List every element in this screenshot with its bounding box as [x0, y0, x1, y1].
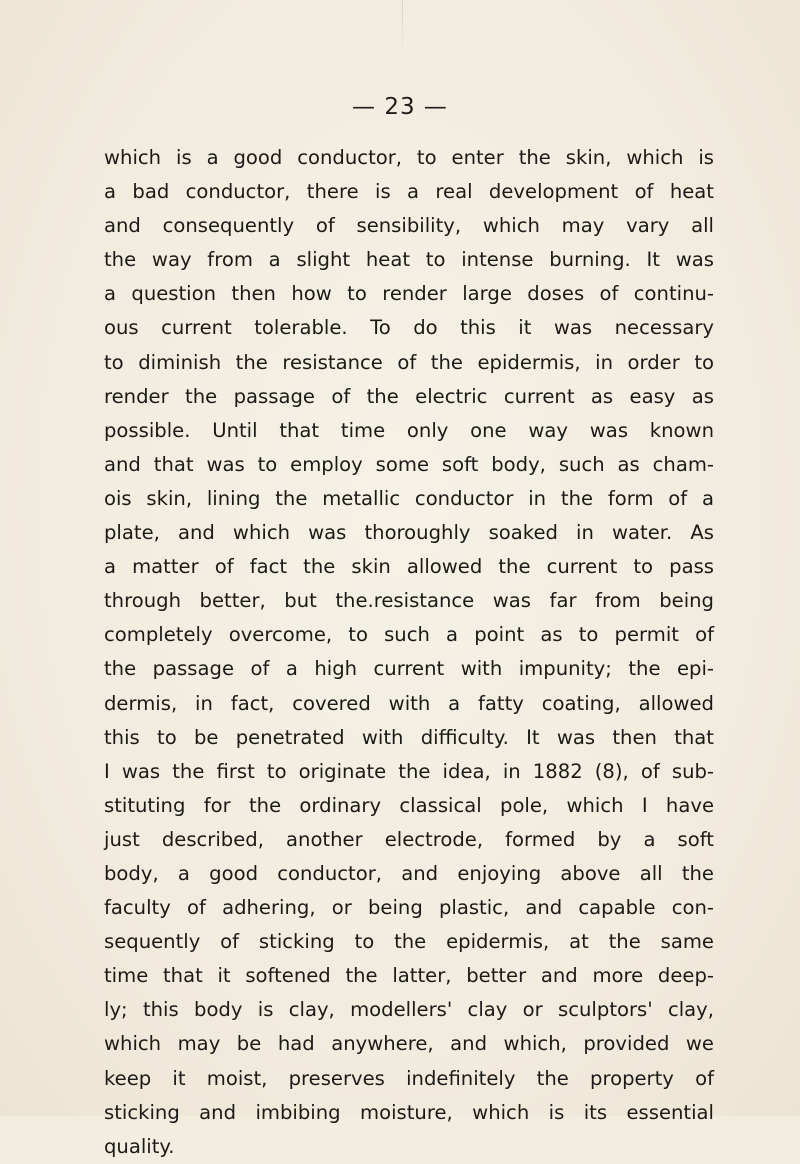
text-line: time that it softened the latter, better and more deep- [104, 964, 714, 988]
text-line: dermis, in fact, covered with a fatty coating, allowed [104, 691, 714, 715]
text-line: ous current tolerable. To do this it was necessary [104, 316, 714, 340]
text-line: which is a good conductor, to enter the skin, which is [104, 146, 714, 169]
text-line: to diminish the resistance of the epidermis, in order to [104, 350, 714, 374]
text-line: ois skin, lining the metallic conductor in the form of a [104, 486, 714, 510]
page-edge-shadow [402, 0, 403, 60]
body-text [104, 141, 714, 1164]
text-line: the passage of a high current with impunity; the epi- [104, 657, 714, 681]
text-line: this to be penetrated with difficulty. It was then that [104, 725, 714, 749]
text-line: a question then how to render large doses of continu- [104, 282, 714, 306]
text-line: a bad conductor, there is a real development of heat [104, 180, 714, 204]
text-line: a matter of fact the skin allowed the current to pass [104, 555, 714, 579]
text-line: quality. [104, 1134, 175, 1158]
text-line: possible. Until that time only one way was known [104, 418, 714, 442]
text-line: faculty of adhering, or being plastic, and capable con- [104, 896, 714, 920]
text-line: I was the first to originate the idea, in 1882 (8), of sub- [104, 759, 714, 783]
text-line: just described, another electrode, formed by a soft [104, 827, 714, 851]
text-line: which may be had anywhere, and which, provided we [104, 1032, 714, 1056]
text-line: plate, and which was thoroughly soaked in water. As [104, 521, 714, 545]
text-line: sticking and imbibing moisture, which is its essential [104, 1100, 714, 1124]
text-line: ly; this body is clay, modellers' clay or sculptors' clay, [104, 998, 714, 1022]
text-line: the way from a slight heat to intense burning. It was [104, 248, 714, 272]
text-line: body, a good conductor, and enjoying above all the [104, 861, 714, 885]
text-line: and that was to employ some soft body, such as cham- [104, 452, 714, 476]
text-line: sequently of sticking to the epidermis, at the same [104, 930, 714, 954]
text-line: render the passage of the electric current as easy as [104, 384, 714, 408]
text-line: stituting for the ordinary classical pole, which I have [104, 793, 714, 817]
text-line: completely overcome, to such a point as to permit of [104, 623, 714, 647]
text-line: and consequently of sensibility, which may vary all [104, 214, 714, 238]
text-line: through better, but the.resistance was far from being [104, 589, 714, 613]
text-line: keep it moist, preserves indefinitely the property of [104, 1066, 714, 1090]
page-number: — 23 — [352, 94, 448, 120]
